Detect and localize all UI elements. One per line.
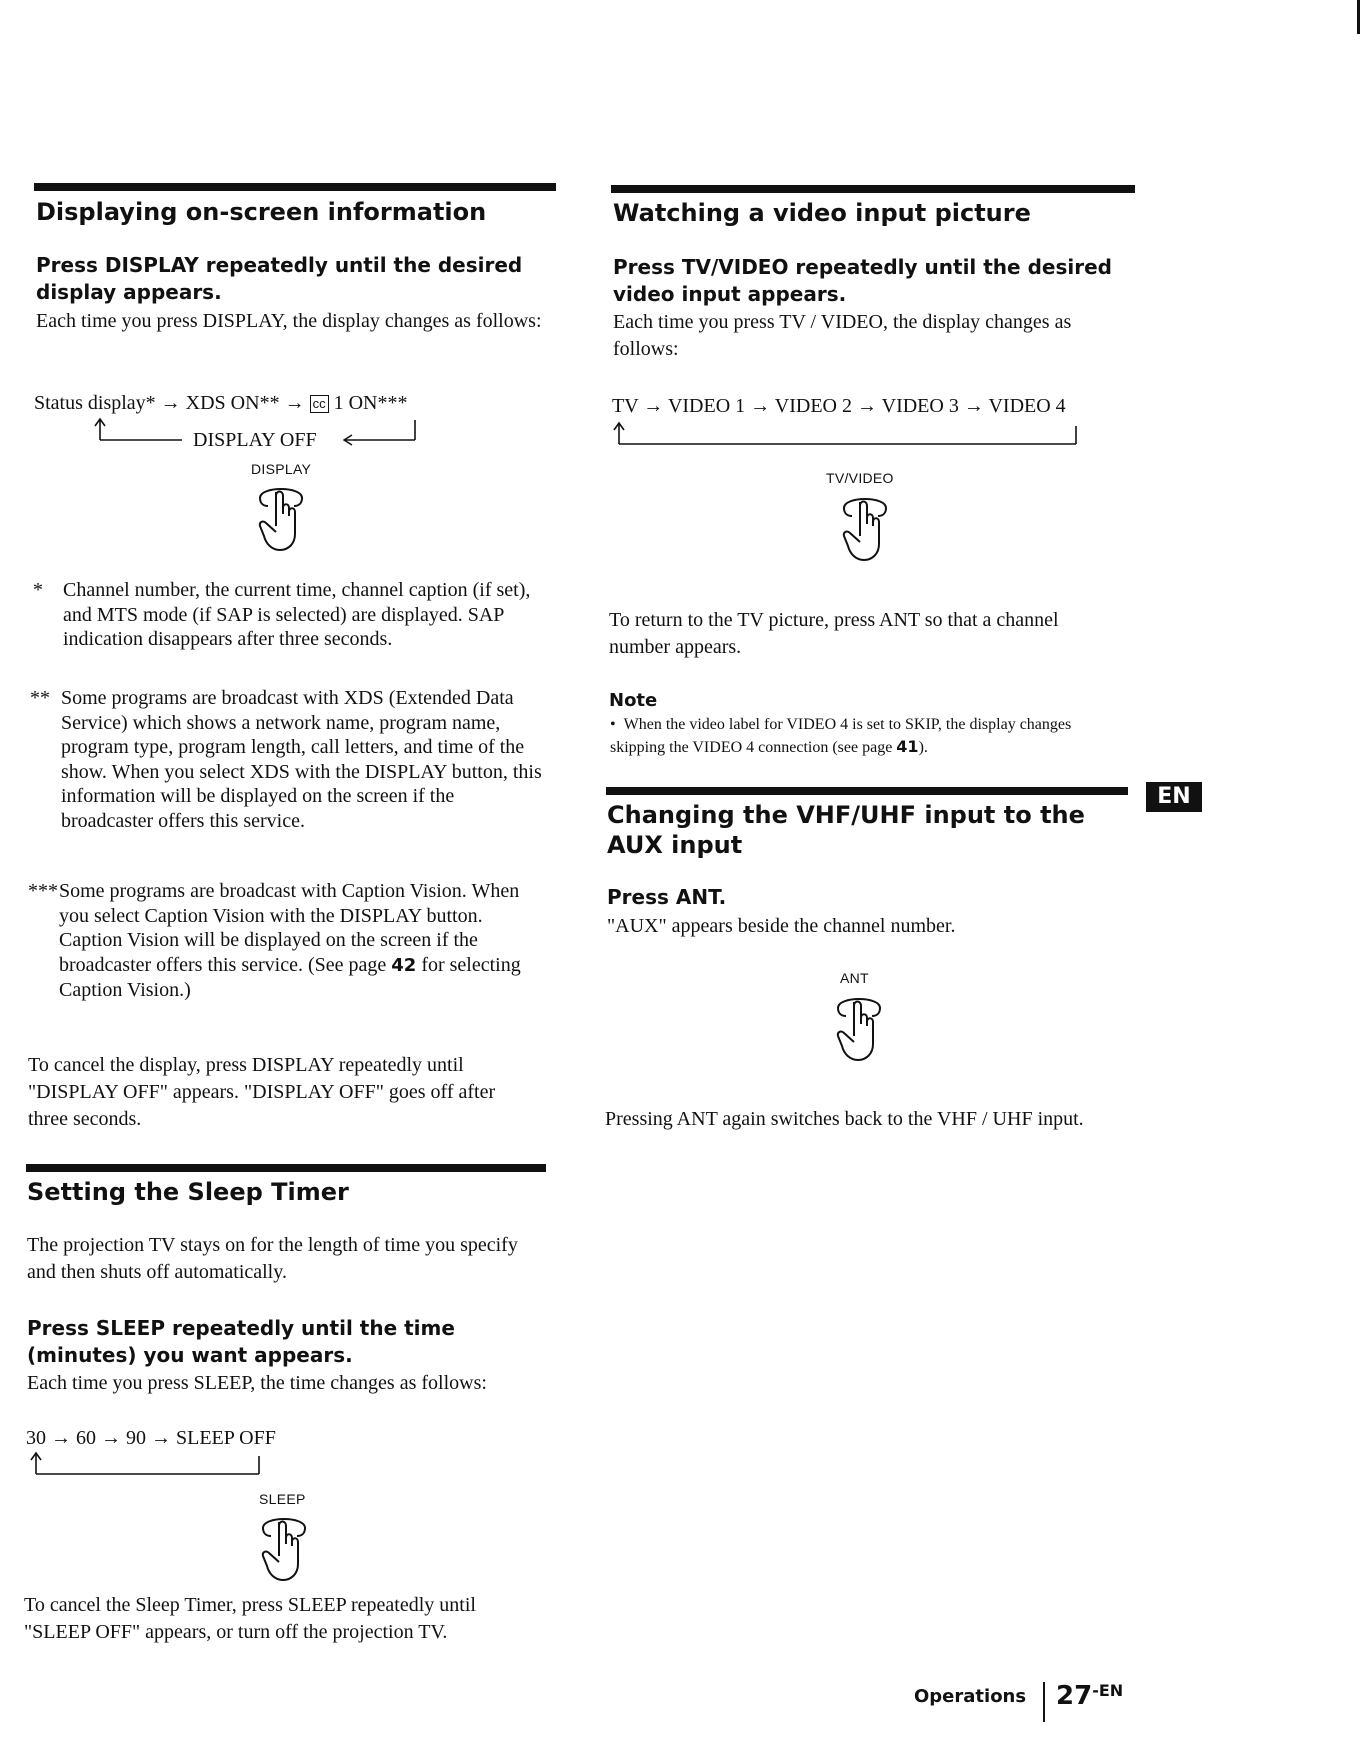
footnote-text: Channel number, the current time, channel caption (if set), and MTS mode (if SAP is selected) are displayed. SAP indication disappears after three seconds. [63,579,531,650]
page-number: $27^{-EN}$ [1056,1681,1124,1711]
intro-text: The projection TV stays on for the length of time you specify and then shuts off automatically. [27,1234,518,1283]
footnote-marker: * [33,579,43,601]
press-hand-icon [256,482,306,554]
instruction-text: Press SLEEP repeatedly until the time (minutes) you want appears. [27,1316,455,1367]
return-arrow-icon [612,420,1082,450]
page-reference: 42 [391,954,417,976]
return-arrow-icon [30,1450,270,1480]
sleep-sequence: 30 → 60 → 90 → SLEEP OFF [26,1427,276,1449]
footnote-1 [30,578,550,678]
section-title: Changing the VHF/UHF input to the AUX input [607,801,1085,859]
bullet-icon: • [610,716,624,733]
body-text: "AUX" appears beside the channel number. [607,915,956,937]
section-title: Setting the Sleep Timer [27,1178,349,1206]
section-rule [606,787,1128,795]
press-hand-icon [259,1512,309,1584]
footnote-marker: *** [28,880,58,902]
footnote-3 [28,879,550,1009]
footnote-marker: ** [30,687,50,709]
button-label: TV/VIDEO [826,470,894,486]
body-text: Each time you press TV / VIDEO, the display changes as follows: [613,311,1072,360]
section-title: Watching a video input picture [613,199,1031,227]
section-rule [34,183,556,191]
press-hand-icon [834,992,884,1064]
display-off-label: DISPLAY OFF [193,429,317,451]
note-heading: Note [609,690,658,711]
note-text: • When the video label for VIDEO 4 is set to SKIP, the display changes skipping the VIDEO 4 connection (see page 41). [610,716,1072,756]
button-label: ANT [840,970,869,986]
section-rule [611,185,1135,193]
return-tv-text: To return to the TV picture, press ANT so that a channel number appears. [609,609,1059,658]
footnote-text: Some programs are broadcast with Caption Vision. When you select Caption Vision with the DISPLAY button. Caption Vision will be displayed on the screen if the broadcaster offers this service. (See page 42 for selecting Caption Vision.) [59,880,521,1001]
page-reference: 41 [896,737,919,756]
button-label: SLEEP [259,1491,306,1507]
footer-section: Operations [914,1686,1027,1707]
cc-icon: cc [310,395,329,413]
footnote-2 [30,686,550,876]
language-badge: EN [1146,782,1202,812]
press-hand-icon [840,492,890,564]
body-text: Each time you press SLEEP, the time changes as follows: [27,1372,487,1394]
after-text: Pressing ANT again switches back to the VHF / UHF input. [605,1108,1084,1130]
display-sequence: Status display* → XDS ON** → cc 1 ON*** [34,392,408,414]
instruction-text: Press DISPLAY repeatedly until the desired display appears. [36,253,523,304]
cancel-sleep-text: To cancel the Sleep Timer, press SLEEP repeatedly until "SLEEP OFF" appears, or turn off the projection TV. [24,1594,476,1643]
instruction-text: Press TV/VIDEO repeatedly until the desired video input appears. [613,255,1112,306]
video-sequence: TV → VIDEO 1 → VIDEO 2 → VIDEO 3 → VIDEO 4 [612,395,1066,417]
section-title: Displaying on-screen information [36,198,487,226]
cancel-display-text: To cancel the display, press DISPLAY repeatedly until "DISPLAY OFF" appears. "DISPLAY OFF" goes off after three seconds. [28,1054,496,1130]
button-label: DISPLAY [251,461,312,477]
footer-divider [1043,1682,1045,1722]
footnote-text: Some programs are broadcast with XDS (Extended Data Service) which shows a network name, program name, program type, program length, call letters, and time of the show. When you select XDS with the DISPLAY button, this information will be displayed on the screen if the broadcaster offers this service. [61,687,542,832]
section-rule [26,1164,546,1172]
page-edge-mark [1357,0,1360,34]
instruction-text: Press ANT. [607,885,727,909]
body-text: Each time you press DISPLAY, the display changes as follows: [36,310,542,332]
